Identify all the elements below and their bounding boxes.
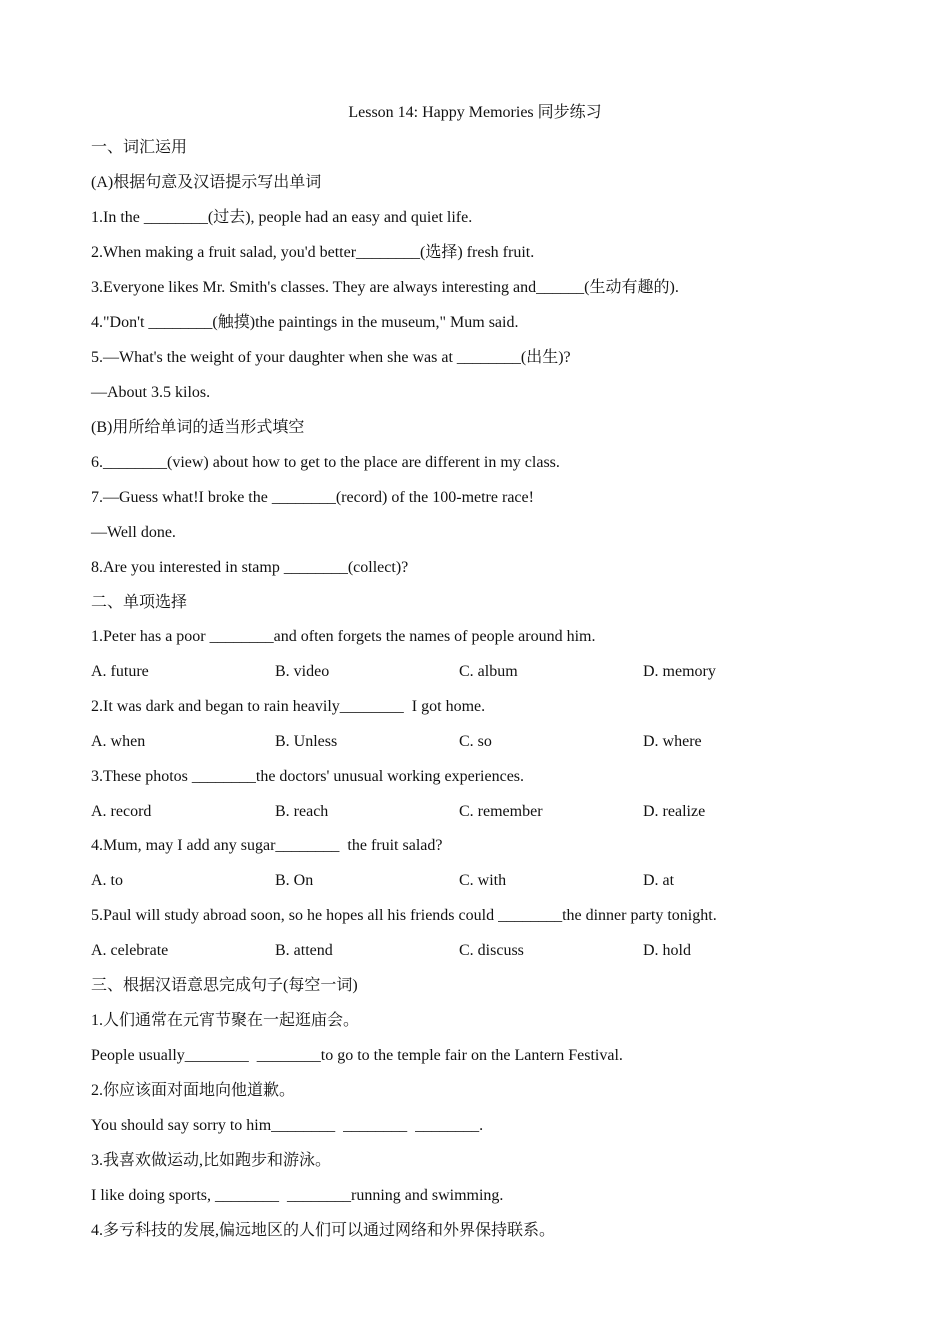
option-c: C. with: [459, 872, 507, 889]
english-sentence: You should say sorry to him________ ________ ________.: [91, 1117, 484, 1134]
section1-heading: 一、词汇运用: [91, 139, 188, 156]
page-title: Lesson 14: Happy Memories 同步练习: [348, 104, 602, 121]
question-line: 6.________(view) about how to get to the place are different in my class.: [91, 454, 560, 471]
mc-question: 2.It was dark and began to rain heavily________ I got home.: [91, 698, 486, 715]
mc-question: 1.Peter has a poor ________and often forgets the names of people around him.: [91, 628, 596, 645]
answer-line: —About 3.5 kilos.: [91, 384, 211, 401]
option-d: D. realize: [643, 803, 706, 820]
option-d: D. where: [643, 733, 702, 750]
section2-heading: 二、单项选择: [91, 594, 188, 611]
option-b: B. video: [275, 663, 330, 680]
option-c: C. so: [459, 733, 492, 750]
english-sentence: I like doing sports, ________ ________running and swimming.: [91, 1187, 504, 1204]
chinese-prompt: 4.多亏科技的发展,偏远地区的人们可以通过网络和外界保持联系。: [91, 1222, 556, 1239]
option-d: D. memory: [643, 663, 716, 680]
question-line: 8.Are you interested in stamp ________(collect)?: [91, 559, 409, 576]
option-c: C. remember: [459, 803, 543, 820]
mc-options: [91, 941, 831, 961]
mc-question: 5.Paul will study abroad soon, so he hopes all his friends could ________the dinner party tonight.: [91, 907, 717, 924]
option-b: B. attend: [275, 942, 333, 959]
mc-options: [91, 871, 831, 891]
question-line: 3.Everyone likes Mr. Smith's classes. They are always interesting and______(生动有趣的).: [91, 279, 679, 296]
question-line: 2.When making a fruit salad, you'd better________(选择) fresh fruit.: [91, 244, 535, 261]
question-line: 5.—What's the weight of your daughter when she was at ________(出生)?: [91, 349, 571, 366]
part-b-instruction: (B)用所给单词的适当形式填空: [91, 419, 305, 436]
option-b: B. reach: [275, 803, 329, 820]
mc-options: [91, 662, 831, 682]
question-line: 1.In the ________(过去), people had an easy and quiet life.: [91, 209, 473, 226]
mc-options: [91, 802, 831, 822]
answer-line: —Well done.: [91, 524, 176, 541]
option-d: D. at: [643, 872, 675, 889]
option-c: C. album: [459, 663, 518, 680]
option-c: C. discuss: [459, 942, 524, 959]
option-a: A. to: [91, 872, 123, 889]
option-a: A. future: [91, 663, 149, 680]
option-d: D. hold: [643, 942, 691, 959]
chinese-prompt: 3.我喜欢做运动,比如跑步和游泳。: [91, 1152, 332, 1169]
mc-question: 4.Mum, may I add any sugar________ the fruit salad?: [91, 837, 443, 854]
question-line: 7.—Guess what!I broke the ________(record) of the 100-metre race!: [91, 489, 534, 506]
question-line: 4."Don't ________(触摸)the paintings in the museum," Mum said.: [91, 314, 519, 331]
option-b: B. On: [275, 872, 314, 889]
option-a: A. record: [91, 803, 152, 820]
part-a-instruction: (A)根据句意及汉语提示写出单词: [91, 174, 322, 191]
option-a: A. celebrate: [91, 942, 169, 959]
mc-question: 3.These photos ________the doctors' unusual working experiences.: [91, 768, 525, 785]
chinese-prompt: 1.人们通常在元宵节聚在一起逛庙会。: [91, 1012, 360, 1029]
option-a: A. when: [91, 733, 146, 750]
chinese-prompt: 2.你应该面对面地向他道歉。: [91, 1082, 296, 1099]
option-b: B. Unless: [275, 733, 338, 750]
section3-heading: 三、根据汉语意思完成句子(每空一词): [91, 977, 358, 994]
english-sentence: People usually________ ________to go to the temple fair on the Lantern Festival.: [91, 1047, 623, 1064]
mc-options: [91, 732, 831, 752]
